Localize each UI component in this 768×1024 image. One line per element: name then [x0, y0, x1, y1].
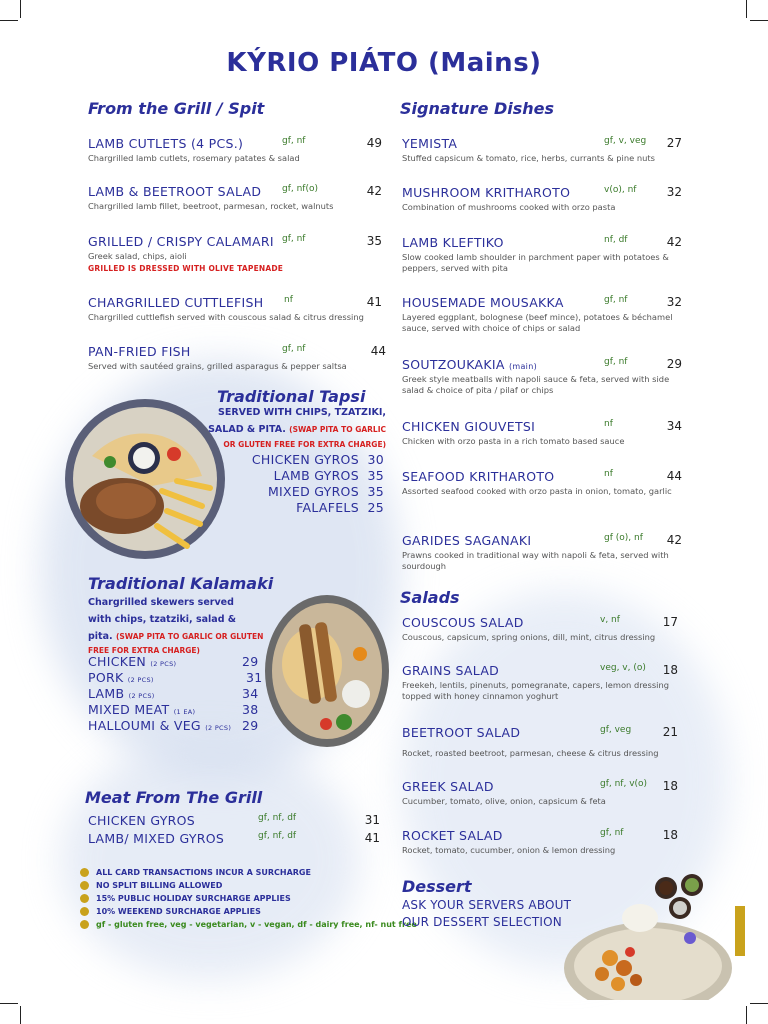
item-price: 44	[666, 469, 682, 483]
item-price: 34	[666, 419, 682, 433]
bullet-icon	[80, 881, 89, 890]
note-item	[80, 879, 417, 892]
item-tags: gf, nf, df	[258, 831, 297, 841]
item-desc: Prawns cooked in traditional way with napoli & feta, served with sourdough	[402, 550, 669, 571]
item-name: GARIDES SAGANAKI	[402, 533, 532, 548]
item-price: 41	[364, 831, 380, 845]
item-price: 41	[366, 295, 382, 309]
bullet-icon	[80, 894, 89, 903]
note-text: NO SPLIT BILLING ALLOWED	[96, 881, 223, 890]
dessert-text	[402, 897, 571, 931]
menu-item	[402, 185, 684, 213]
crop-mark	[20, 1006, 21, 1024]
item-name: PORK	[88, 670, 124, 685]
item-name: LAMB/ MIXED GYROS	[88, 831, 225, 846]
dessert-line: OUR DESSERT SELECTION	[402, 915, 562, 929]
kalamaki-swap-note: (SWAP PITA TO GARLIC OR GLUTEN	[115, 632, 264, 641]
tapsi-item	[230, 452, 384, 468]
menu-item	[402, 533, 684, 572]
item-desc: Rocket, tomato, cucumber, onion & lemon dressing	[402, 845, 616, 855]
section-title-kalamaki: Traditional Kalamaki	[88, 574, 274, 593]
item-name: GREEK SALAD	[402, 779, 494, 794]
menu-item	[88, 344, 384, 372]
item-portion: (2 PCS)	[127, 676, 154, 684]
tapsi-swap-note: OR GLUTEN FREE FOR EXTRA CHARGE)	[223, 440, 386, 449]
legend-note	[80, 918, 417, 931]
menu-item	[402, 615, 680, 643]
menu-item	[402, 419, 684, 447]
kalamaki-desc-line: with chips, tzatziki, salad &	[88, 614, 237, 625]
note-text: 15% PUBLIC HOLIDAY SURCHARGE APPLIES	[96, 894, 291, 903]
item-portion: (1 EA)	[173, 708, 196, 716]
item-desc: Assorted seafood cooked with orzo pasta in onion, tomato, garlic	[402, 486, 672, 496]
menu-item	[88, 234, 384, 273]
item-tags: gf, nf(o)	[282, 184, 319, 194]
tapsi-list	[230, 452, 384, 516]
item-name: MIXED MEAT	[88, 702, 170, 717]
item-tags: gf (o), nf	[604, 533, 643, 543]
item-price: 17	[662, 615, 678, 629]
item-name: PAN-FRIED FISH	[88, 344, 191, 359]
tapsi-desc-line: SALAD & PITA.	[208, 424, 286, 435]
crop-mark	[20, 0, 21, 18]
item-name: MUSHROOM KRITHAROTO	[402, 185, 571, 200]
item-desc: Slow cooked lamb shoulder in parchment paper with potatoes & peppers, served with pita	[402, 252, 669, 273]
bullet-icon	[80, 920, 89, 929]
item-tags: v, nf	[600, 615, 620, 625]
page-title: KÝRIO PIÁTO (Mains)	[226, 48, 542, 78]
item-tags: v(o), nf	[604, 185, 637, 195]
item-desc: Layered eggplant, bolognese (beef mince), potatoes & béchamel sauce, served with choice of chips or salad	[402, 312, 673, 333]
tapsi-item	[230, 500, 384, 516]
item-tags: gf, nf	[282, 344, 306, 354]
menu-item	[402, 725, 680, 759]
note-item	[80, 892, 417, 905]
tapsi-description	[200, 404, 386, 451]
menu-item	[88, 813, 384, 828]
item-price: 38	[242, 702, 259, 717]
crop-mark	[750, 1003, 768, 1004]
section-title-dessert: Dessert	[402, 877, 472, 896]
note-text: 10% WEEKEND SURCHARGE APPLIES	[96, 907, 261, 916]
item-name: ROCKET SALAD	[402, 828, 503, 843]
tapsi-item	[230, 468, 384, 484]
item-price: 49	[366, 136, 382, 150]
item-tags: nf	[604, 469, 613, 479]
item-desc: Freekeh, lentils, pinenuts, pomegranate, capers, lemon dressing topped with honey cinnamon yoghurt	[402, 680, 670, 701]
menu-item	[402, 663, 680, 702]
item-name: LAMB	[88, 686, 125, 701]
item-name: HOUSEMADE MOUSAKKA	[402, 295, 564, 310]
bullet-icon	[80, 868, 89, 877]
item-price: 35	[367, 468, 384, 483]
item-tags: gf, nf, df	[258, 813, 297, 823]
item-name: MIXED GYROS	[267, 484, 359, 499]
section-title-signature: Signature Dishes	[400, 99, 555, 118]
kalamaki-item	[88, 718, 260, 733]
item-desc: Combination of mushrooms cooked with orzo pasta	[402, 202, 616, 212]
item-name: GRILLED / CRISPY CALAMARI	[88, 234, 274, 249]
item-tags: nf, df	[604, 235, 628, 245]
item-price: 18	[662, 828, 678, 842]
crop-mark	[750, 20, 768, 21]
item-name: BEETROOT SALAD	[402, 725, 521, 740]
item-price: 42	[366, 184, 382, 198]
dessert-platter-image	[562, 872, 734, 1000]
item-tags: gf, nf	[282, 234, 306, 244]
note-item	[80, 866, 417, 879]
item-desc: Rocket, roasted beetroot, parmesan, cheese & citrus dressing	[402, 748, 659, 758]
item-price: 29	[242, 654, 259, 669]
crop-mark	[746, 0, 747, 18]
item-price: 27	[666, 136, 682, 150]
item-tags: gf, nf	[282, 136, 306, 146]
item-price: 25	[367, 500, 384, 515]
item-desc: Chargrilled cuttlefish served with couscous salad & citrus dressing	[88, 312, 364, 322]
item-tags: gf, nf	[604, 295, 628, 305]
item-price: 29	[666, 357, 682, 371]
notes-list	[80, 866, 417, 931]
section-title-tapsi: Traditional Tapsi	[217, 387, 366, 406]
item-desc: Chargrilled lamb fillet, beetroot, parmesan, rocket, walnuts	[88, 201, 334, 211]
note-item	[80, 905, 417, 918]
item-price: 31	[246, 670, 263, 685]
item-portion: (2 PCS)	[205, 724, 232, 732]
menu-item	[88, 831, 384, 846]
item-name: HALLOUMI & VEG	[88, 718, 201, 733]
tapsi-desc-line: SERVED WITH CHIPS, TZATZIKI,	[217, 407, 386, 418]
item-tags: veg, v, (o)	[600, 663, 646, 673]
crop-mark	[0, 20, 18, 21]
section-title-salads: Salads	[400, 588, 460, 607]
dessert-line: ASK YOUR SERVERS ABOUT	[402, 898, 572, 912]
item-price: 30	[367, 452, 384, 467]
item-price: 31	[364, 813, 380, 827]
item-name: SOUTZOUKAKIA	[402, 357, 505, 372]
menu-item	[402, 469, 684, 497]
crop-mark	[0, 1003, 18, 1004]
item-price: 35	[366, 234, 382, 248]
menu-item	[88, 136, 384, 164]
note-text: gf - gluten free, veg - vegetarian, v - vegan, df - dairy free, nf- nut free	[96, 920, 417, 929]
menu-item	[402, 295, 684, 334]
item-desc: Chicken with orzo pasta in a rich tomato based sauce	[402, 436, 625, 446]
kalamaki-item	[88, 670, 263, 685]
item-price: 32	[666, 185, 682, 199]
kalamaki-plate-image	[264, 594, 390, 748]
item-desc: Cucumber, tomato, olive, onion, capsicum & feta	[402, 796, 606, 806]
item-tags: gf, nf, v(o)	[600, 779, 648, 789]
item-warning: GRILLED IS DRESSED WITH OLIVE TAPENADE	[88, 264, 284, 273]
bullet-icon	[80, 907, 89, 916]
item-price: 34	[242, 686, 259, 701]
menu-item	[402, 828, 680, 856]
item-price: 44	[370, 344, 386, 358]
item-name: GRAINS SALAD	[402, 663, 500, 678]
section-title-meat: Meat From The Grill	[85, 788, 263, 807]
item-portion: (2 PCS)	[128, 692, 155, 700]
item-portion: (2 PCS)	[150, 660, 177, 668]
item-name: YEMISTA	[402, 136, 458, 151]
item-price: 32	[666, 295, 682, 309]
item-desc: Chargrilled lamb cutlets, rosemary patates & salad	[88, 153, 300, 163]
item-name: LAMB & BEETROOT SALAD	[88, 184, 262, 199]
item-tags: gf, v, veg	[604, 136, 647, 146]
item-tags: gf, nf	[604, 357, 628, 367]
menu-item	[88, 184, 384, 212]
tapsi-item	[230, 484, 384, 500]
kalamaki-item	[88, 686, 260, 701]
item-price: 18	[662, 779, 678, 793]
menu-item	[402, 235, 684, 274]
item-price: 35	[367, 484, 384, 499]
section-title-grill: From the Grill / Spit	[88, 99, 265, 118]
item-tags: gf, nf	[600, 828, 624, 838]
item-tags: gf, veg	[600, 725, 632, 735]
gold-tab	[735, 906, 745, 956]
item-name: FALAFELS	[296, 500, 359, 515]
item-price: 42	[666, 533, 682, 547]
item-name: CHICKEN GIOUVETSI	[402, 419, 536, 434]
menu-item	[402, 779, 680, 807]
tapsi-swap-note: (SWAP PITA TO GARLIC	[289, 425, 386, 434]
note-text: ALL CARD TRANSACTIONS INCUR A SURCHARGE	[96, 868, 311, 877]
item-name: COUSCOUS SALAD	[402, 615, 524, 630]
kalamaki-item	[88, 654, 260, 669]
watercolor-wash	[60, 740, 360, 980]
item-name: LAMB KLEFTIKO	[402, 235, 504, 250]
item-name-row	[402, 357, 684, 372]
kalamaki-item	[88, 702, 260, 717]
item-price: 21	[662, 725, 678, 739]
item-name-note: (main)	[508, 362, 537, 371]
item-desc: Couscous, capsicum, spring onions, dill, mint, citrus dressing	[402, 632, 656, 642]
item-price: 18	[662, 663, 678, 677]
item-name: CHICKEN GYROS	[251, 452, 359, 467]
kalamaki-desc-line: Chargrilled skewers served	[88, 597, 234, 608]
item-name: CHICKEN	[88, 654, 147, 669]
item-name: LAMB GYROS	[273, 468, 359, 483]
crop-mark	[746, 1006, 747, 1024]
item-name: LAMB CUTLETS (4 PCS.)	[88, 136, 244, 151]
menu-item	[88, 295, 384, 323]
item-tags: nf	[604, 419, 613, 429]
item-name: SEAFOOD KRITHAROTO	[402, 469, 555, 484]
item-price: 29	[242, 718, 259, 733]
item-desc: Stuffed capsicum & tomato, rice, herbs, currants & pine nuts	[402, 153, 655, 163]
item-price: 42	[666, 235, 682, 249]
kalamaki-description	[88, 594, 288, 656]
item-desc: Greek style meatballs with napoli sauce & feta, served with side salad & choice of pita / pilaf or chips	[402, 374, 670, 395]
menu-item	[402, 136, 684, 164]
item-name: CHARGRILLED CUTTLEFISH	[88, 295, 264, 310]
item-desc: Greek salad, chips, aioli	[88, 251, 187, 261]
kalamaki-swap-note: FREE FOR EXTRA CHARGE)	[88, 646, 200, 655]
menu-item	[402, 357, 684, 396]
item-name: CHICKEN GYROS	[88, 813, 196, 828]
item-desc: Served with sautéed grains, grilled asparagus & pepper saltsa	[88, 361, 347, 371]
item-tags: nf	[284, 295, 293, 305]
kalamaki-desc-line: pita.	[88, 631, 113, 642]
